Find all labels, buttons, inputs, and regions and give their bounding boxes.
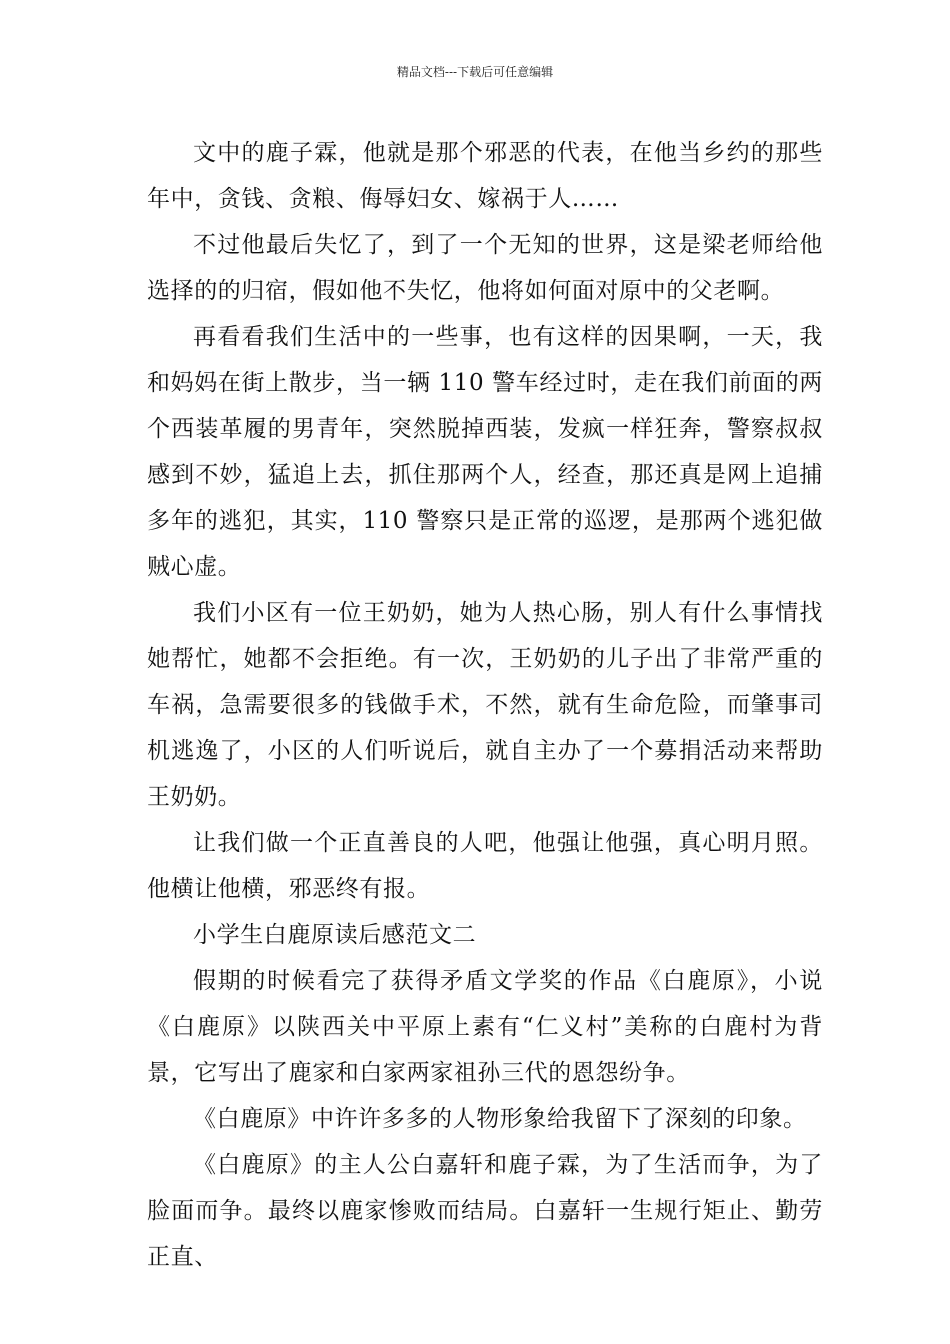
paragraph: 让我们做一个正直善良的人吧，他强让他强，真心明月照。他横让他横，邪恶终有报。 — [147, 830, 823, 902]
paragraph: 《白鹿原》中许许多多的人物形象给我留下了深刻的印象。 — [193, 1106, 807, 1132]
section-heading: 小学生白鹿原读后感范文二 — [193, 922, 477, 948]
paragraph: 再看看我们生活中的一些事，也有这样的因果啊，一天，我和妈妈在街上散步，当一辆 110 警车经过时，走在我们前面的两个西装革履的男青年，突然脱掉西装，发疯一样狂奔，警察叔叔感到不妙，猛追上去，抓住那两个人，经查，那还真是网上追捕多年的逃犯，其实，110 警察只是正常的巡逻，是那两个逃犯做贼心虚。 — [147, 324, 823, 580]
document-body — [147, 130, 823, 1280]
paragraph: 我们小区有一位王奶奶，她为人热心肠，别人有什么事情找她帮忙，她都不会拒绝。有一次，王奶奶的儿子出了非常严重的车祸，急需要很多的钱做手术，不然，就有生命危险，而肇事司机逃逸了，小区的人们听说后，就自主办了一个募捐活动来帮助王奶奶。 — [147, 600, 823, 810]
paragraph: 假期的时候看完了获得矛盾文学奖的作品《白鹿原》，小说《白鹿原》以陕西关中平原上素有“仁义村”美称的白鹿村为背景，它写出了鹿家和白家两家祖孙三代的恩怨纷争。 — [147, 968, 823, 1086]
page-header: 精品文档---下载后可任意编辑 — [396, 65, 554, 79]
paragraph: 文中的鹿子霖，他就是那个邪恶的代表，在他当乡约的那些年中，贪钱、贪粮、侮辱妇女、嫁祸于人…… — [147, 140, 823, 212]
paragraph: 不过他最后失忆了，到了一个无知的世界，这是梁老师给他选择的的归宿，假如他不失忆，他将如何面对原中的父老啊。 — [147, 232, 823, 304]
paragraph: 《白鹿原》的主人公白嘉轩和鹿子霖，为了生活而争，为了脸面而争。最终以鹿家惨败而结局。白嘉轩一生规行矩止、勤劳正直、 — [147, 1152, 823, 1270]
